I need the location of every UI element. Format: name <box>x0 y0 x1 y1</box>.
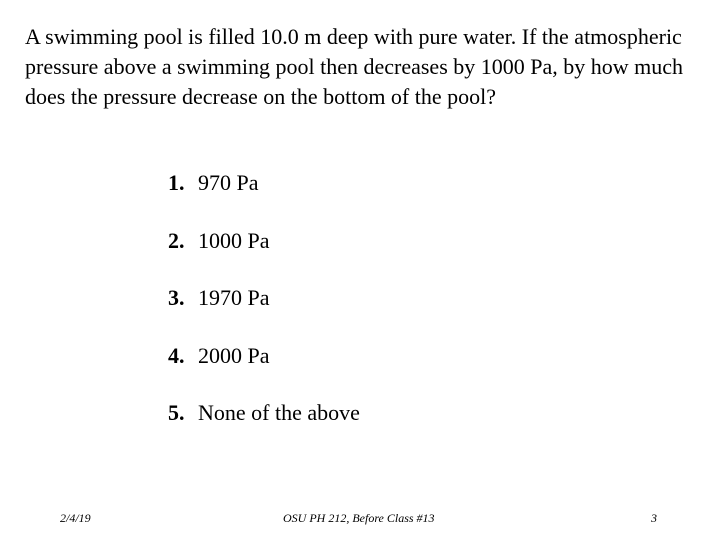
choice-number: 5. <box>168 400 185 425</box>
question-text: A swimming pool is filled 10.0 m deep with pure water. If the atmospheric pressure above a swimming pool then decreases by 1000 Pa, by how much does the pressure decrease on the bottom of the pool? <box>25 24 684 109</box>
choice-number: 1. <box>168 170 185 195</box>
choice-4 <box>168 341 360 371</box>
choice-number: 4. <box>168 342 185 368</box>
choice-3 <box>168 283 360 313</box>
choice-5 <box>168 398 360 428</box>
choice-text: 2000 Pa <box>198 342 270 368</box>
footer-course: OSU PH 212, Before Class #13 <box>283 511 435 525</box>
choice-1 <box>168 168 360 198</box>
choice-number: 3. <box>168 285 185 310</box>
choice-text: 1970 Pa <box>198 285 270 310</box>
footer-page-number: 3 <box>651 511 657 525</box>
choice-number: 2. <box>168 227 185 253</box>
footer-date: 2/4/19 <box>60 511 91 525</box>
choice-2 <box>168 226 360 256</box>
choice-text: None of the above <box>198 400 360 425</box>
choice-text: 970 Pa <box>198 170 259 195</box>
choice-text: 1000 Pa <box>198 227 270 253</box>
answer-choices <box>168 168 360 456</box>
